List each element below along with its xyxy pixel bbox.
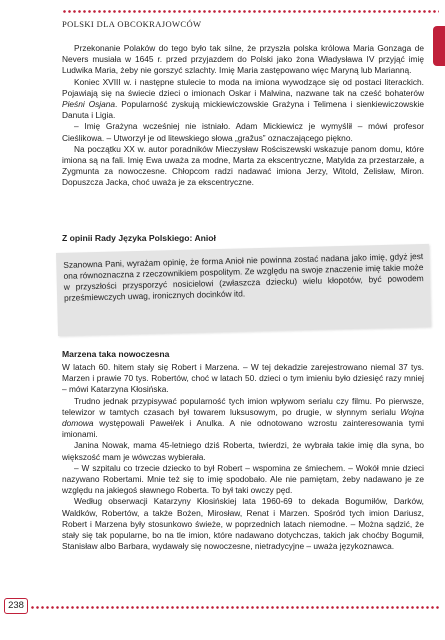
quote-box <box>56 244 431 336</box>
paragraph: Janina Nowak, mama 45-letniego dziś Roberta, twierdzi, że wybrała takie imię dla syna, bo większość mam je wówczas wybierała. <box>62 440 424 462</box>
paragraph: Według obserwacji Katarzyny Kłosińskiej lata 1960-69 to dekada Bogumiłów, Darków, Waldków, Robertów, a także Bożen, Mirosław, Renat i Marzen. Spośród tych imion Dariusz, Robert i Marzena były stosunkowo świeże, w poprzednich latach niemodne. – Można sądzić, że stały się tak popularne, bo na tle imion, które nadawano dotychczas, takich jak choćby Bogumił, Stanisław albo Barbara, wydawały się nowoczesne, nietradycyjne – uważa językoznawca. <box>62 496 424 552</box>
series-title: Wojna domowa <box>62 406 424 429</box>
chapter-tab-marker <box>433 26 445 66</box>
book-title: Pieśni Osjana <box>62 99 116 110</box>
section-one-body <box>62 43 424 189</box>
quote-text: Szanowna Pani, wyrażam opinię, że forma Anioł nie powinna zostać nadana jako imię, gdyż jest ona równoznaczna z rzeczownikiem pospolitym. Ze względu na swoje znaczenie imię takie może w przyszłości przysporzyć nosicielowi (zwłaszcza dziecku) wielu kłopotów, być powodem prześmiewczych uwag, ironicznych docinków itd. <box>63 251 424 303</box>
section-two-heading: Marzena taka nowoczesna <box>62 349 170 359</box>
footer-dotted-rule <box>30 605 439 611</box>
paragraph: Trudno jednak przypisywać popularność tych imion wpływom serialu czy filmu. Po pierwsze, telewizor w tamtych czasach był towarem luksusowym, po drugie, w słynnym serialu Wojna domowa występowali Paweł/ek i Anulka. A nie odnotowano wzrostu zainteresowania tymi imionami. <box>62 395 424 440</box>
quote-heading: Z opinii Rady Języka Polskiego: Anioł <box>62 233 216 243</box>
paragraph: Koniec XVIII w. i następne stulecie to moda na imiona wywodzące się od postaci literackich. Pojawiają się na świecie dzieci o imionach Oskar i Malwina, nazwane tak na cześć bohaterów Pieśni Osjana. Popularność zyskują mickiewiczowskie Grażyna i Telimena i sienkiewiczowskie Danuta i Ligia. <box>62 76 424 121</box>
page-number: 238 <box>4 598 28 614</box>
header-dotted-rule <box>62 9 439 15</box>
paragraph: W latach 60. hitem stały się Robert i Marzena. – W tej dekadzie zarejestrowano niemal 37 tys. Marzen i prawie 70 tys. Robertów, choć w latach 50. dzieci o tym imieniu było dziesięć razy mniej – mówi Katarzyna Kłosińska. <box>62 362 424 395</box>
section-two-body <box>62 362 424 552</box>
running-title: POLSKI DLA OBCOKRAJOWCÓW <box>62 19 202 29</box>
paragraph: Przekonanie Polaków do tego było tak silne, że przyszła polska królowa Maria Gonzaga de Nevers musiała w 1645 r. przed przyjazdem do Polski jako żona Władysława IV przyjąć imię Ludwika Maria, żeby nie gorszyć szlachty. Imię Maria zastępowano więc Maryną lub Marianną. <box>62 43 424 76</box>
paragraph: – Imię Grażyna wcześniej nie istniało. Adam Mickiewicz je wymyślił – mówi profesor Cieślikowa. – Utworzył je od litewskiego słowa „gražus” oznaczającego piękno. <box>62 121 424 143</box>
paragraph: – W szpitalu co trzecie dziecko to był Robert – wspomina ze śmiechem. – Wokół mnie dzieci nazywano Robertami. Mnie też się to imię spodobało. Ale nie pamiętam, żeby nadawano je ze względu na jakiegoś sławnego Roberta. To był taki owczy pęd. <box>62 462 424 496</box>
paragraph: Na początku XX w. autor poradników Mieczysław Rościszewski wskazuje panom domu, które imiona są na fali. Imię Ewa uważa za modne, Marta za ekscentryczne, Matylda za przestarzałe, a Zygmunta za nowoczesne. Chłopcom radzi nadawać imiona Jerzy, Witold, Żelisław, Miron. Dopuszcza Jacka, choć uważa je za ekscentryczne. <box>62 143 424 188</box>
